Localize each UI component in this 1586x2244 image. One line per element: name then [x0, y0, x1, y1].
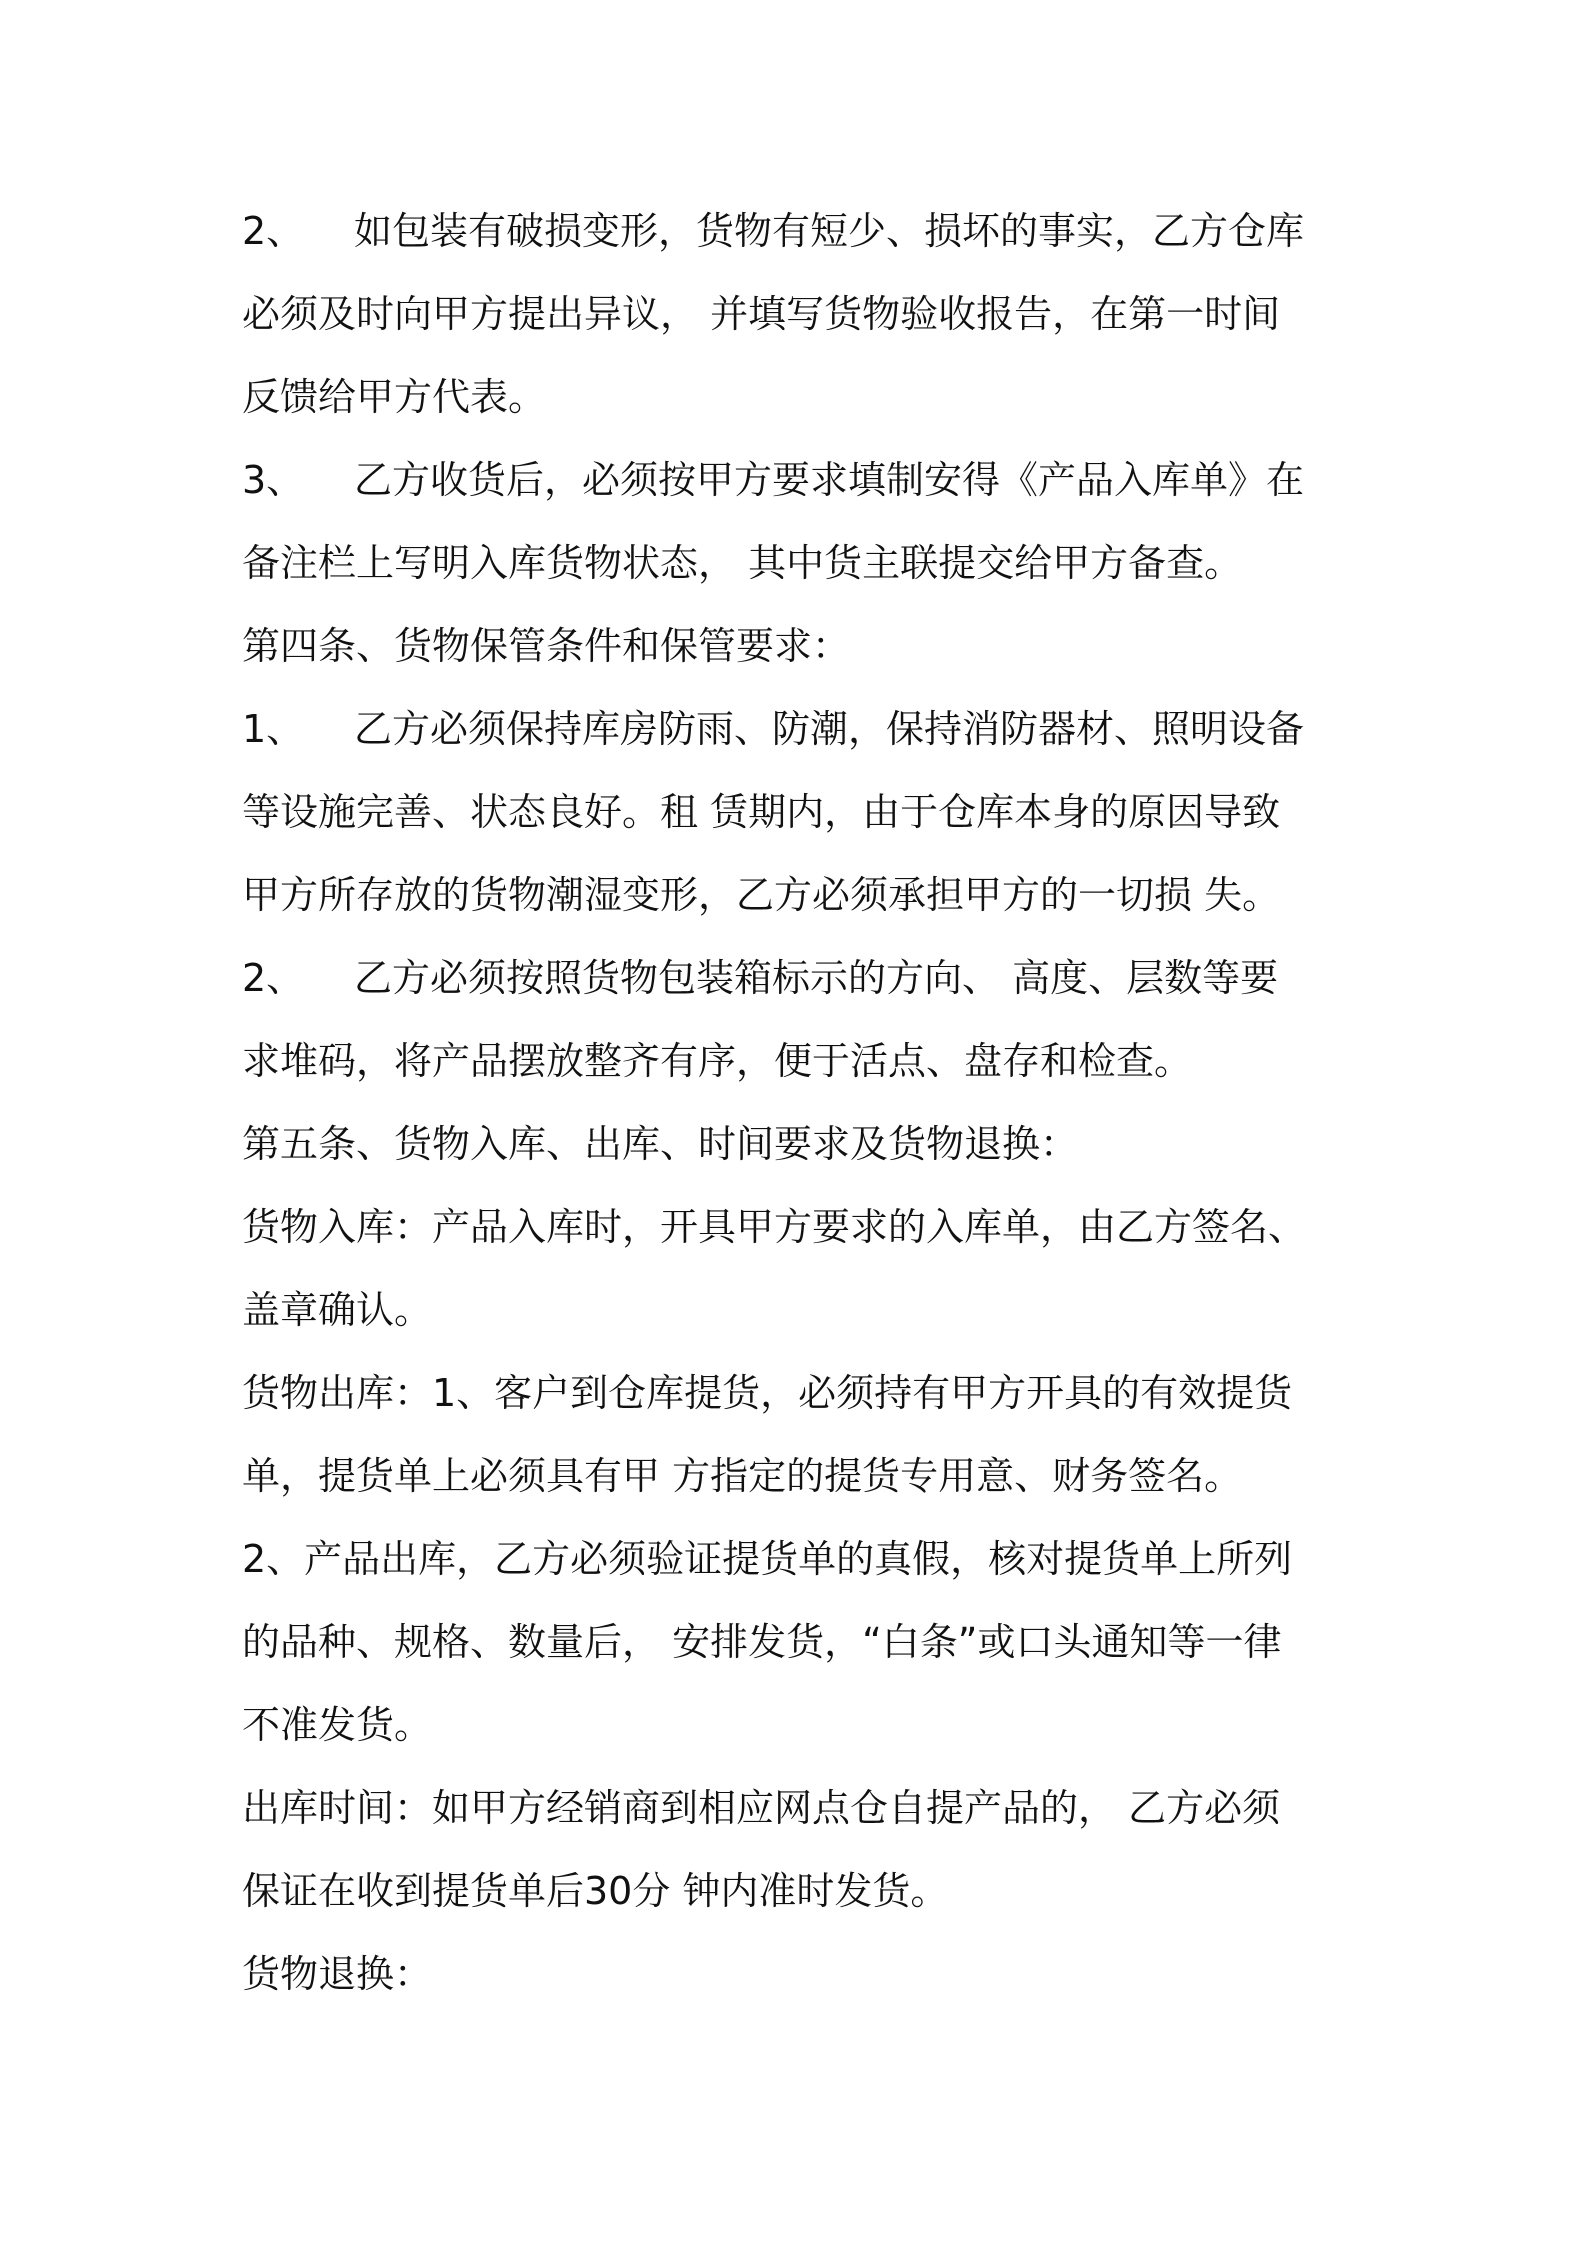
line-text: 第四条、货物保管条件和保管要求：	[242, 624, 851, 668]
line-text: 甲方所存放的货物潮湿变形，乙方必须承担甲方的一切损 失。	[242, 873, 1281, 917]
text-line	[242, 1684, 1357, 1767]
text-line	[242, 1518, 1357, 1601]
text-line	[242, 190, 1357, 273]
line-text: 如包装有破损变形，货物有短少、损坏的事实，乙方仓库	[354, 209, 1305, 253]
text-line	[242, 1933, 1357, 2016]
item-number: 1、	[242, 707, 305, 751]
line-text: 反馈给甲方代表。	[242, 375, 547, 419]
line-text: 求堆码，将产品摆放整齐有序，便于活点、盘存和检查。	[242, 1039, 1193, 1083]
line-text: 货物出库：1、客户到仓库提货，必须持有甲方开具的有效提货	[242, 1371, 1293, 1415]
text-line	[242, 356, 1357, 439]
text-line	[242, 1850, 1357, 1933]
line-text: 出库时间：如甲方经销商到相应网点仓自提产品的， 乙方必须	[242, 1786, 1281, 1830]
section-heading	[242, 605, 1357, 688]
line-text: 2、产品出库，乙方必须验证提货单的真假，核对提货单上所列	[242, 1537, 1293, 1581]
line-text: 的品种、规格、数量后， 安排发货，“白条”或口头通知等一律	[242, 1620, 1282, 1664]
text-line	[242, 1020, 1357, 1103]
text-line	[242, 1435, 1357, 1518]
line-text: 货物退换：	[242, 1952, 433, 1996]
text-line	[242, 1186, 1357, 1269]
line-text: 备注栏上写明入库货物状态， 其中货主联提交给甲方备查。	[242, 541, 1243, 585]
line-text: 必须及时向甲方提出异议， 并填写货物验收报告，在第一时间	[242, 292, 1281, 336]
text-line	[242, 522, 1357, 605]
text-line	[242, 854, 1357, 937]
document-body	[242, 190, 1357, 2016]
line-text: 盖章确认。	[242, 1288, 433, 1332]
text-line	[242, 937, 1357, 1020]
line-text: 保证在收到提货单后30分 钟内准时发货。	[242, 1869, 949, 1913]
line-text: 不准发货。	[242, 1703, 433, 1747]
text-line	[242, 1269, 1357, 1352]
line-text: 乙方收货后，必须按甲方要求填制安得《产品入库单》在	[354, 458, 1305, 502]
line-text: 货物入库：产品入库时，开具甲方要求的入库单，由乙方签名、	[242, 1205, 1307, 1249]
item-number: 2、	[242, 209, 305, 253]
text-line	[242, 1601, 1357, 1684]
section-heading	[242, 1103, 1357, 1186]
line-text: 乙方必须按照货物包装箱标示的方向、 高度、层数等要	[354, 956, 1279, 1000]
line-text: 等设施完善、状态良好。租 赁期内，由于仓库本身的原因导致	[242, 790, 1281, 834]
line-text: 单，提货单上必须具有甲 方指定的提货专用意、财务签名。	[242, 1454, 1243, 1498]
text-line	[242, 688, 1357, 771]
line-text: 乙方必须保持库房防雨、防潮，保持消防器材、照明设备	[354, 707, 1305, 751]
text-line	[242, 273, 1357, 356]
line-text: 第五条、货物入库、出库、时间要求及货物退换：	[242, 1122, 1079, 1166]
text-line	[242, 1352, 1357, 1435]
text-line	[242, 439, 1357, 522]
item-number: 3、	[242, 458, 305, 502]
item-number: 2、	[242, 956, 305, 1000]
text-line	[242, 1767, 1357, 1850]
text-line	[242, 771, 1357, 854]
